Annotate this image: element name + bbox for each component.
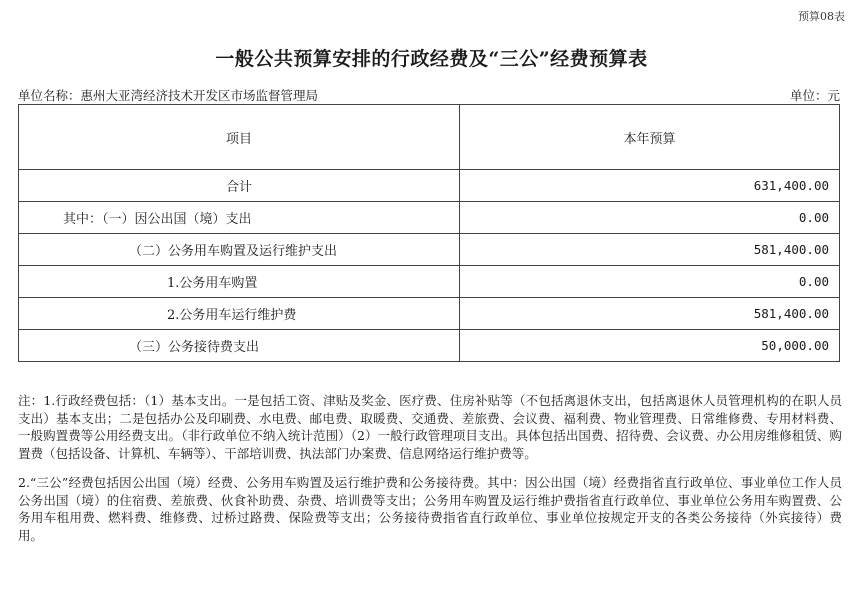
column-header-item: 项目 [19, 105, 460, 170]
row-label: 合计 [19, 170, 460, 202]
form-number: 预算08表 [798, 10, 845, 23]
budget-table [18, 104, 840, 362]
row-value: 581,400.00 [460, 298, 840, 330]
meta-row [18, 86, 840, 104]
page-title: 一般公共预算安排的行政经费及“三公”经费预算表 [215, 48, 648, 70]
row-label: 2.公务用车运行维护费 [19, 298, 460, 330]
column-header-budget: 本年预算 [460, 105, 840, 170]
row-value: 0.00 [460, 202, 840, 234]
row-value: 631,400.00 [460, 170, 840, 202]
table-row [19, 202, 840, 234]
row-value: 50,000.00 [460, 330, 840, 362]
currency-unit: 单位：元 [789, 88, 840, 103]
note-paragraph-1: 注：1.行政经费包括：（1）基本支出。一是包括工资、津贴及奖金、医疗费、住房补贴等（不包括离退休支出，包括离退休人员管理机构的在职人员支出）基本支出；二是包括办公及印刷费、水电费、邮电费、取暖费、交通费、差旅费、会议费、福利费、物业管理费、日常维修费、专用材料费、一般购置费等公用经费支出。（非行政单位不纳入统计范围）（2）一般行政管理项目支出。具体包括出国费、招待费、会议费、办公用房维修租赁、购置费（包括设备、计算机、车辆等）、干部培训费、执法部门办案费、信息网络运行维护费等。 [18, 393, 842, 461]
row-value: 581,400.00 [460, 234, 840, 266]
table-row [19, 234, 840, 266]
table-row [19, 170, 840, 202]
notes-section [18, 392, 842, 556]
row-label: 1.公务用车购置 [19, 266, 460, 298]
row-label: （三）公务接待费支出 [19, 330, 460, 362]
table-header-row [19, 105, 840, 170]
table-row [19, 330, 840, 362]
row-label: （二）公务用车购置及运行维护支出 [19, 234, 460, 266]
table-row [19, 266, 840, 298]
row-value: 0.00 [460, 266, 840, 298]
table-row [19, 298, 840, 330]
note-paragraph-2: 2.“三公”经费包括因公出国（境）经费、公务用车购置及运行维护费和公务接待费。其中：因公出国（境）经费指省直行政单位、事业单位工作人员公务出国（境）的住宿费、差旅费、伙食补助费、杂费、培训费等支出；公务用车购置及运行维护费指省直行政单位、事业单位公务用车购置费、公务用车租用费、燃料费、维修费、过桥过路费、保险费等支出；公务接待费指省直行政单位、事业单位按规定开支的各类公务接待（外宾接待）费用。 [18, 475, 842, 543]
row-label: 其中：（一）因公出国（境）支出 [19, 202, 460, 234]
unit-name: 单位名称：惠州大亚湾经济技术开发区市场监督管理局 [18, 88, 319, 103]
